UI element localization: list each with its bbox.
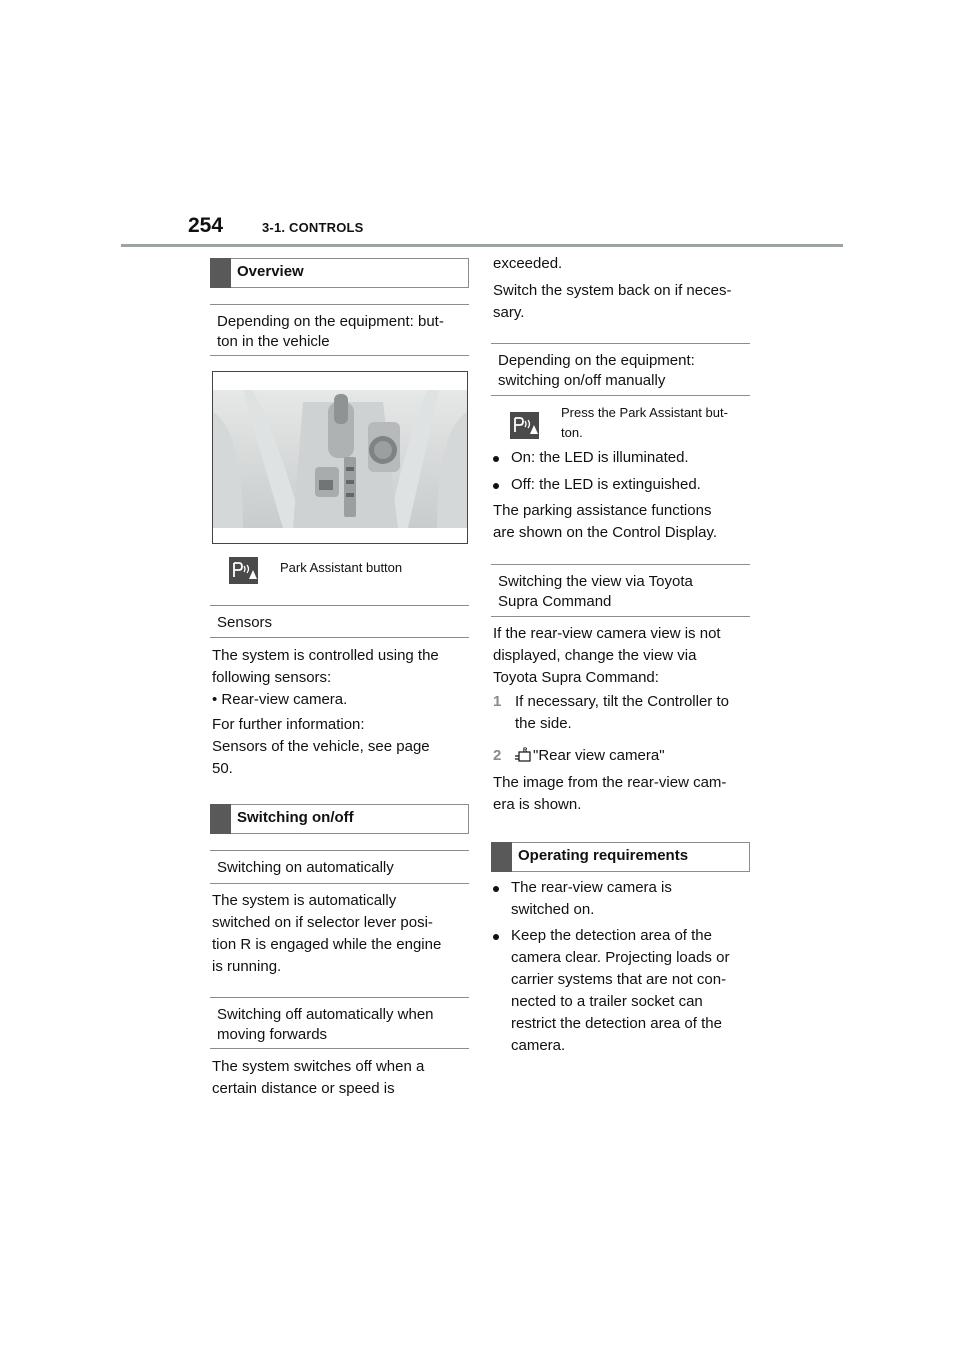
subsection-manual: Depending on the equipment: switching on/off manually xyxy=(491,343,750,396)
press-button-text: Press the Park Assistant but- ton. xyxy=(561,405,728,440)
section-overview xyxy=(210,258,469,288)
step-text: R "Rear view camera" xyxy=(513,745,665,767)
subsection-sensors: Sensors xyxy=(210,605,469,638)
section-title: Operating requirements xyxy=(518,847,689,864)
section-title: Switching on/off xyxy=(237,809,354,826)
subsection-equipment: Depending on the equipment: but- ton in the vehicle xyxy=(210,304,469,356)
continued-paragraph: exceeded. xyxy=(493,255,563,272)
step-number: 1 xyxy=(493,693,502,710)
chapter-title: 3-1. CONTROLS xyxy=(262,220,364,235)
header-rule xyxy=(121,244,843,247)
park-assistant-icon xyxy=(510,412,539,439)
svg-text:R: R xyxy=(523,748,528,754)
subsection-auto-on: Switching on automatically xyxy=(210,850,469,884)
section-operating-requirements xyxy=(491,842,750,872)
bullet-dot xyxy=(493,886,499,892)
rear-view-camera-icon xyxy=(513,746,533,762)
subsection-auto-off: Switching off automatically when moving forwards xyxy=(210,997,469,1049)
sensors-paragraph: The system is controlled using the following sensors: • Rear-view camera. xyxy=(212,645,439,711)
auto-on-paragraph: The system is automatically switched on if selector lever posi- tion R is engaged while the engine is running. xyxy=(212,892,442,975)
section-bar xyxy=(210,258,231,288)
switch-back-paragraph: Switch the system back on if neces- sary. xyxy=(493,282,732,321)
subsection-view: Switching the view via Toyota Supra Command xyxy=(491,564,750,617)
sensor-list-item: • Rear-view camera. xyxy=(212,691,348,708)
button-caption: Park Assistant button xyxy=(280,560,403,575)
section-bar xyxy=(210,804,231,834)
console-photo xyxy=(212,371,468,544)
step-text: If necessary, tilt the Controller to the side. xyxy=(515,693,729,732)
further-info-paragraph: For further information: Sensors of the vehicle, see page 50. xyxy=(212,716,430,777)
step-number: 2 xyxy=(493,747,502,764)
section-title: Overview xyxy=(237,263,304,280)
auto-off-paragraph: The system switches off when a certain distance or speed is xyxy=(212,1058,425,1097)
page-number: 254 xyxy=(188,214,224,237)
section-bar xyxy=(491,842,512,872)
bullet-dot xyxy=(493,934,499,940)
bullet-dot xyxy=(493,456,499,462)
center-console-illustration xyxy=(213,372,467,543)
functions-paragraph: The parking assistance functions are shown on the Control Display. xyxy=(493,502,718,541)
page-reference-link[interactable]: Sensors of the vehicle, see page xyxy=(212,738,430,755)
view-paragraph: If the rear-view camera view is not displayed, change the view via Toyota Supra Command: xyxy=(493,625,721,686)
park-assistant-icon xyxy=(229,557,258,584)
bullet-dot xyxy=(493,483,499,489)
image-shown-paragraph: The image from the rear-view cam- era is shown. xyxy=(493,774,727,813)
section-switching xyxy=(210,804,469,834)
